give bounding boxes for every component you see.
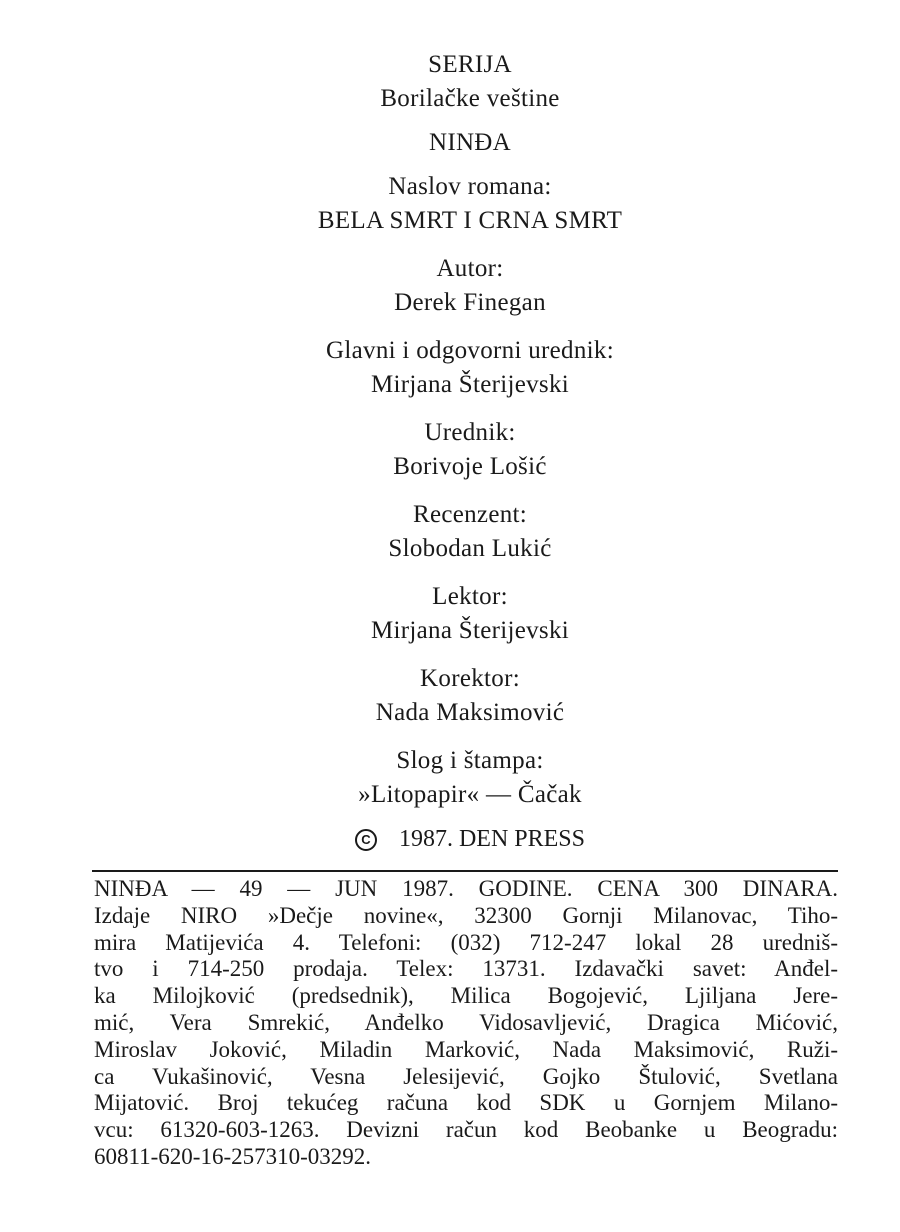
chief-editor-value: Mirjana Šterijevski [370,371,570,398]
series-value: Borilačke veštine [380,85,560,112]
copyright-icon: C [355,829,377,851]
imprint-line: 60811-620-16-257310-03292. [94,1143,372,1169]
imprint-line: ca Vukašinović, Vesna Jelesijević, Gojko Štulović, Svetlana [94,1063,838,1089]
imprint-line: vcu: 61320-603-1263. Devizni račun kod Beobanke u Beogradu: [94,1117,838,1143]
lector-label: Lektor: [432,583,508,610]
editor-label: Urednik: [424,419,516,446]
imprint-line: Miroslav Joković, Miladin Marković, Nada Maksimović, Ruži- [94,1036,838,1062]
print-value: »Litopapir« — Čačak [358,781,582,808]
chief-editor-label: Glavni i odgovorni urednik: [326,337,614,364]
imprint-line: ka Milojković (predsednik), Milica Bogojević, Ljiljana Jere- [94,983,838,1009]
edition-name: NINĐA [428,129,512,156]
print-label: Slog i štampa: [396,747,544,774]
title-label: Naslov romana: [388,173,552,200]
proofreader-value: Nada Maksimović [375,699,565,726]
divider-rule [92,870,838,872]
author-value: Derek Finegan [394,289,546,316]
proofreader-label: Korektor: [420,665,520,692]
series-label: SERIJA [428,51,512,78]
imprint-line: NINĐA — 49 — JUN 1987. GODINE. CENA 300 DINARA. [94,876,838,901]
imprint-line: mira Matijevića 4. Telefoni: (032) 712-247 lokal 28 uredniš- [94,929,838,955]
imprint-line: tvo i 714-250 prodaja. Telex: 13731. Izdavački savet: Anđel- [94,956,838,982]
copyright-text: 1987. DEN PRESS [398,826,586,852]
credits-block [0,48,900,856]
imprint-block [94,876,838,1171]
reviewer-label: Recenzent: [412,501,528,528]
imprint-line: Mijatović. Broj tekućeg računa kod SDK u Gornjem Milano- [94,1090,838,1116]
editor-value: Borivoje Lošić [393,453,547,480]
copyright-line [0,822,900,856]
imprint-line: Izdaje NIRO »Dečje novine«, 32300 Gornji Milanovac, Tiho- [94,902,838,928]
lector-value: Mirjana Šterijevski [370,617,570,644]
author-label: Autor: [436,255,504,282]
reviewer-value: Slobodan Lukić [388,535,552,562]
title-value: BELA SMRT I CRNA SMRT [317,207,623,234]
imprint-line: mić, Vera Smrekić, Anđelko Vidosavljević, Dragica Mićović, [94,1009,838,1035]
